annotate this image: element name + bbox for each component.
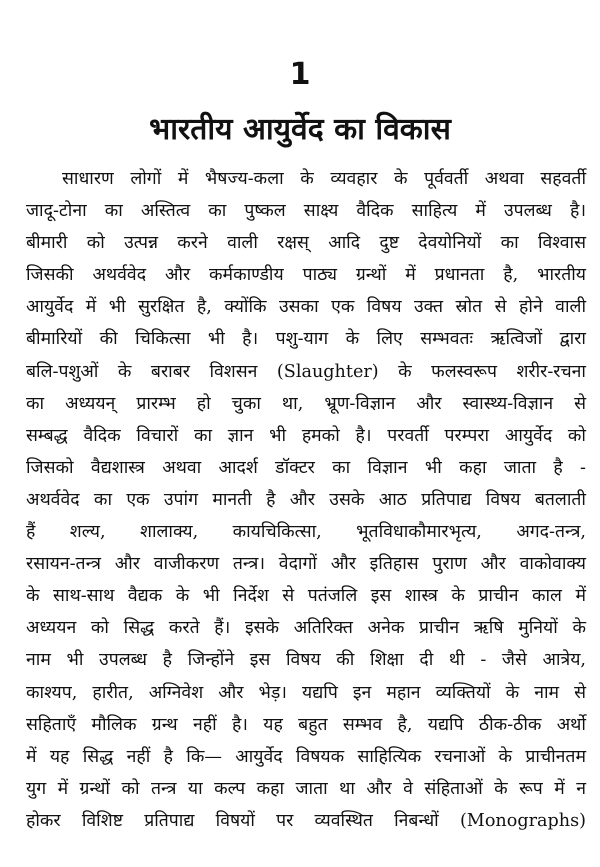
paragraph-line: काश्यप, हारीत, अग्निवेश और भेड़। यद्यपि इन महान व्यक्तियों के नाम से: [26, 682, 586, 703]
paragraph-line: बीमारियों की चिकित्सा भी है। पशु-याग के लिए सम्भवतः ऋत्विजों द्वारा: [26, 329, 586, 350]
paragraph-line: के साथ-साथ वैद्यक के भी निर्देश से पतंजलि इस शास्त्र के प्राचीन काल में: [26, 586, 586, 607]
paragraph-line: जिसको वैद्यशास्त्र अथवा आदर्श डॉक्टर का विज्ञान भी कहा जाता है -: [26, 457, 586, 478]
paragraph-line: बलि-पशुओं के बराबर विशसन (Slaughter) के फलस्वरूप शरीर-रचना: [26, 361, 586, 382]
paragraph-line: सम्बद्ध वैदिक विचारों का ज्ञान भी हमको है। परवर्ती परम्परा आयुर्वेद को: [26, 425, 586, 446]
paragraph-line: अथर्ववेद का एक उपांग मानती है और उसके आठ प्रतिपाद्य विषय बतलाती: [26, 489, 586, 510]
paragraph-line: आयुर्वेद में भी सुरक्षित है, क्योंकि उसका एक विषय उक्त स्रोत से होने वाली: [26, 297, 586, 318]
paragraph-line: सहिताएँ मौलिक ग्रन्थ नहीं है। यह बहुत सम्भव है, यद्यपि ठीक-ठीक अर्थो: [26, 714, 586, 735]
paragraph-line: होकर विशिष्ट प्रतिपाद्य विषयों पर व्यवस्थित निबन्धों (Monographs): [26, 810, 586, 831]
chapter-title: भारतीय आयुर्वेद का विकास: [149, 112, 451, 147]
paragraph-line: अध्ययन को सिद्ध करते हैं। इसके अतिरिक्त अनेक प्राचीन ऋषि मुनियों के: [26, 618, 586, 639]
chapter-number: 1: [289, 57, 311, 92]
paragraph-line: में यह सिद्ध नहीं है कि— आयुर्वेद विषयक साहित्यिक रचनाओं के प्राचीनतम: [26, 746, 586, 767]
paragraph-line: साधारण लोगों में भैषज्य-कला के व्यवहार के पूर्ववर्ती अथवा सहवर्ती: [62, 169, 586, 189]
paragraph-line: का अध्ययन् प्रारम्भ हो चुका था, भ्रूण-विज्ञान और स्वास्थ्य-विज्ञान से: [26, 393, 586, 414]
paragraph-line: बीमारी को उत्पन्न करने वाली रक्षस् आदि दुष्ट देवयोनियों का विश्वास: [26, 233, 586, 254]
paragraph-line: हैं शल्य, शालाक्य, कायचिकित्सा, भूतविधाकौमारभृत्य, अगद-तन्त्र,: [26, 522, 586, 543]
paragraph-line: रसायन-तन्त्र और वाजीकरण तन्त्र। वेदागों और इतिहास पुराण और वाकोवाक्य: [26, 554, 586, 575]
chapter-body-paragraph: [26, 163, 586, 837]
paragraph-line: जादू-टोना का अस्तित्व का पुष्कल साक्ष्य वैदिक साहित्य में उपलब्ध है।: [26, 201, 586, 222]
paragraph-line: जिसकी अथर्ववेद और कर्मकाण्डीय पाठ्य ग्रन्थों में प्रधानता है, भारतीय: [26, 265, 586, 286]
paragraph-line: नाम भी उपलब्ध है जिन्होंने इस विषय की शिक्षा दी थी - जैसे आत्रेय,: [26, 650, 586, 671]
paragraph-line: युग में ग्रन्थों को तन्त्र या कल्प कहा जाता था और वे संहिताओं के रूप में न: [26, 778, 586, 799]
